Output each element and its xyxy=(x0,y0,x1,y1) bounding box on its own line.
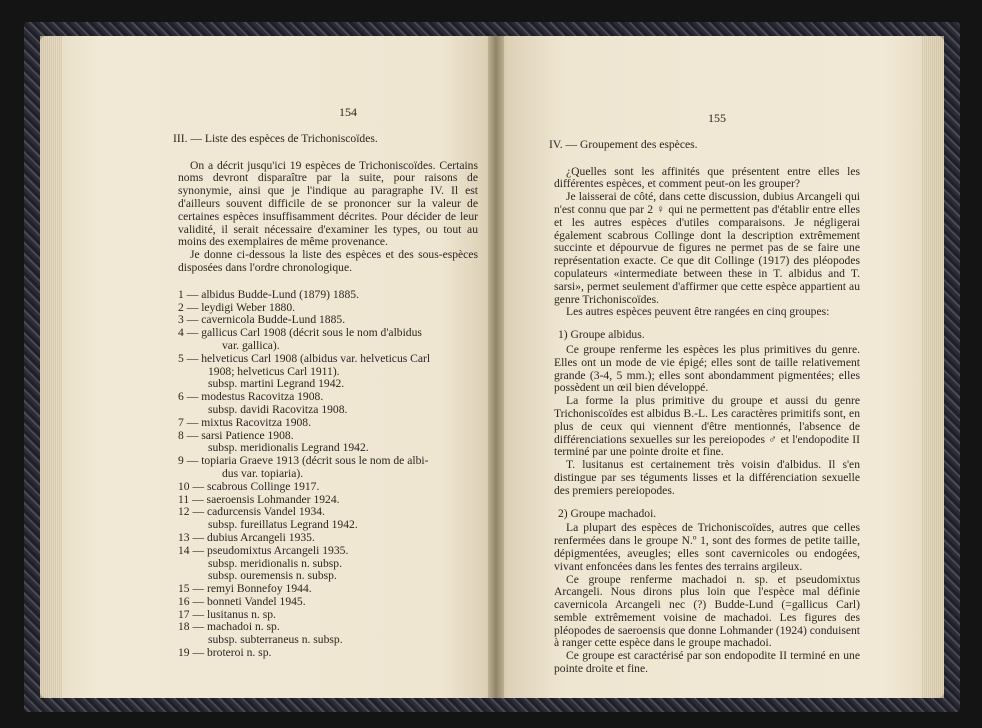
paragraph: Ce groupe est caractérisé par son endopodite II terminé en une pointe droite et fine. xyxy=(554,649,860,676)
right-page-content xyxy=(549,111,860,676)
list-item: 7 — mixtus Racovitza 1908. xyxy=(178,415,311,429)
subsection-title-albidus: 1) Groupe albidus. xyxy=(558,328,645,342)
list-item: 6 — modestus Racovitza 1908. xyxy=(178,390,324,404)
paragraph: Je donne ci-dessous la liste des espèces et des sous-espèces disposées dans l'ordre chronologique. xyxy=(178,248,478,274)
list-item: 1 — albidus Budde-Lund (1879) 1885. xyxy=(178,287,359,301)
list-item: subsp. martini Legrand 1942. xyxy=(208,377,345,391)
left-page-content xyxy=(173,105,478,660)
list-item: subsp. davidi Racovitza 1908. xyxy=(208,402,348,416)
list-item: 14 — pseudomixtus Arcangeli 1935. xyxy=(178,543,349,557)
paragraph: T. lusitanus est certainement très voisin d'albidus. Il s'en distingue par ses téguments lisses et la différenciation sexuelle des premiers pereiopodes. xyxy=(554,458,860,497)
list-item: subsp. ouremensis n. subsp. xyxy=(208,569,337,583)
right-page xyxy=(496,36,944,698)
list-item: 4 — gallicus Carl 1908 (décrit sous le nom d'albidus xyxy=(178,326,422,340)
list-item: 18 — machadoi n. sp. xyxy=(178,620,280,634)
list-item: 9 — topiaria Graeve 1913 (décrit sous le nom de albi- xyxy=(178,454,429,468)
list-item: subsp. meridionalis Legrand 1942. xyxy=(208,441,369,455)
list-item: 1908; helveticus Carl 1911). xyxy=(208,364,340,378)
paragraph: Ce groupe renferme les espèces les plus primitives du genre. Elles ont un mode de vie épigé; elles sont de taille relativement grande (3-4, 5 mm.); elles sont abondamment pigmentées; elles possèdent un œil bien développé. xyxy=(554,342,860,395)
list-item: 2 — leydigi Weber 1880. xyxy=(178,300,296,314)
list-item: 17 — lusitanus n. sp. xyxy=(178,607,276,621)
paragraph: La plupart des espèces de Trichoniscoïdes, autres que celles renfermées dans le groupe N.º 1, sont des formes de petite taille, dépigmentées, aveugles; elles sont cavernicoles ou endogées, vivant enfoncées dans les fentes des terrains argileux. xyxy=(554,521,860,573)
list-item: var. gallica). xyxy=(222,338,280,352)
list-item: 11 — saeroensis Lohmander 1924. xyxy=(178,492,340,506)
paragraph: ¿Quelles sont les affinités que présentent entre elles les différentes espèces, et comment peut-on les grouper? xyxy=(554,164,860,191)
paragraph: Les autres espèces peuvent être rangées en cinq groupes: xyxy=(566,305,830,319)
section-heading-iv: IV. — Groupement des espèces. xyxy=(549,137,698,151)
list-item: subsp. subterraneus n. subsp. xyxy=(208,633,343,647)
paragraph: Je laisserai de côté, dans cette discussion, dubius Arcangeli qui n'est connu que par 2 ♀ qui ne permettent pas d'établir entre elles et les autres espèces d'utiles comparaisons. Je négligerai également scabrous Collinge dont la description extrêmement succinte et dépourvue de figures ne permet pas de se faire une représentation exacte. Ce que dit Collinge (1917) des pléopodes copulateurs «intermediate between these in T. albidus and T. sarsi», permet seulement d'affirmer que cette espèce appartient au genre Trichoniscoïdes. xyxy=(554,190,860,306)
page-number-left: 154 xyxy=(339,105,357,119)
species-list xyxy=(178,289,478,660)
list-item: 16 — bonneti Vandel 1945. xyxy=(178,594,306,608)
list-item: subsp. meridionalis n. subsp. xyxy=(208,556,342,570)
list-item: 3 — cavernicola Budde-Lund 1885. xyxy=(178,313,346,327)
left-page xyxy=(40,36,496,698)
section-heading-iii: III. — Liste des espèces de Trichoniscoïdes. xyxy=(173,131,378,145)
list-item: 19 — broteroi n. sp. xyxy=(178,646,272,660)
paragraph: On a décrit jusqu'ici 19 espèces de Trichoniscoïdes. Certains noms devront disparaître par la suite, pour raisons de synonymie, ainsi que je l'indique au paragraphe IV. Il est d'ailleurs souvent difficile de se prononcer sur la valeur de certaines espèces insuffisamment décrites. Pour décider de leur validité, il serait nécessaire d'examiner les types, ou tout au moins des exemplaires de même provenance. xyxy=(178,158,478,249)
page-number-right: 155 xyxy=(708,111,726,125)
list-item: 8 — sarsi Patience 1908. xyxy=(178,428,294,442)
list-item: subsp. fureillatus Legrand 1942. xyxy=(208,518,358,532)
paragraph: Ce groupe renferme machadoi n. sp. et pseudomixtus Arcangeli. Nous dirons plus loin que l'espèce mal définie cavernicola Arcangeli nec (?) Budde-Lund (=gallicus Carl) semble extrêmement voisine de machadoi. Les figures des pléopodes de saeroensis que donne Lohmander (1924) conduisent à ranger cette espèce dans le groupe machadoi. xyxy=(554,572,860,650)
page-edge-left xyxy=(40,36,62,698)
page-edge-right xyxy=(922,36,944,698)
list-item: 12 — cadurcensis Vandel 1934. xyxy=(178,505,325,519)
paragraph: La forme la plus primitive du groupe et aussi du genre Trichoniscoïdes est albidus B.-L. Les caractères primitifs sont, en plus de ceux qui viennent d'être mentionnés, l'absence de différenciations sexuelles sur les pereiopodes ♂ et l'endopodite II terminé par une pointe droite et fine. xyxy=(554,394,860,459)
list-item: 10 — scabrous Collinge 1917. xyxy=(178,479,320,493)
list-item: 15 — remyi Bonnefoy 1944. xyxy=(178,582,312,596)
book-gutter xyxy=(488,36,504,698)
list-item: dus var. topiaria). xyxy=(222,466,304,480)
list-item: 13 — dubius Arcangeli 1935. xyxy=(178,530,315,544)
subsection-title-machadoi: 2) Groupe machadoi. xyxy=(558,506,657,520)
list-item: 5 — helveticus Carl 1908 (albidus var. helveticus Carl xyxy=(178,351,431,365)
